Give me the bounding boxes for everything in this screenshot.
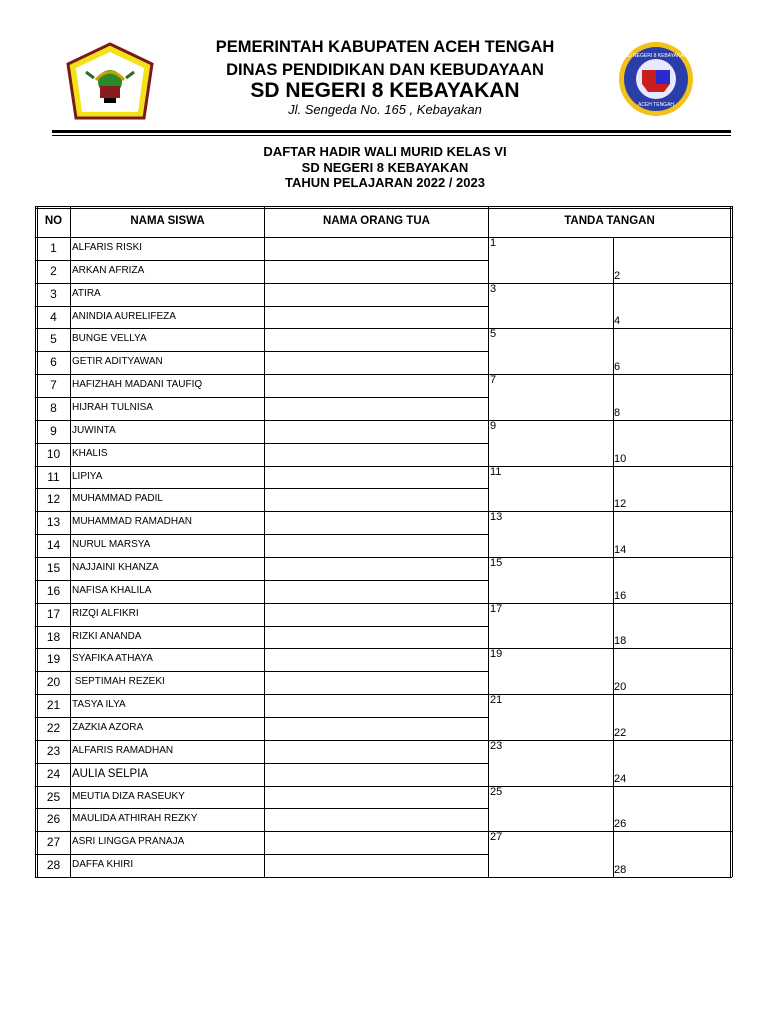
student-name: AULIA SELPIA [72, 767, 149, 780]
signature-pair-divider [488, 283, 732, 284]
signature-pair-divider [488, 786, 732, 787]
signature-number: 15 [490, 557, 503, 569]
row-number: 2 [50, 263, 57, 278]
student-name: GETIR ADITYAWAN [72, 356, 163, 368]
row-number: 20 [46, 675, 61, 690]
signature-number: 20 [614, 681, 627, 694]
signature-number: 13 [490, 511, 503, 524]
badge-text-top: SD NEGERI 8 KEBAYAKAN [624, 53, 688, 59]
signature-number: 26 [614, 818, 627, 831]
row-divider [35, 763, 488, 764]
signature-pair-divider [488, 328, 732, 329]
signature-number: 3 [490, 282, 497, 295]
signature-number: 28 [614, 864, 627, 876]
student-name: ALFARIS RISKI [72, 242, 143, 253]
student-name: TASYA ILYA [72, 699, 126, 711]
row-number: 21 [46, 698, 61, 713]
row-number: 14 [46, 538, 61, 553]
signature-pair-divider [488, 603, 732, 604]
student-name: KHALIS [72, 447, 108, 459]
header-department: DINAS PENDIDIKAN DAN KEBUDAYAAN [226, 61, 544, 79]
row-number: 16 [46, 583, 61, 598]
student-name: HIJRAH TULNISA [72, 402, 153, 413]
signature-number: 9 [490, 419, 497, 432]
row-divider [35, 580, 488, 581]
col-header-no: NO [44, 215, 63, 227]
header-divider-thick [52, 130, 731, 133]
student-name: RIZQI ALFIKRI [72, 607, 139, 619]
row-divider [35, 351, 488, 352]
signature-number: 8 [614, 406, 621, 419]
signature-number: 2 [614, 269, 621, 282]
col-divider-parent [488, 206, 489, 877]
student-name: JUWINTA [72, 424, 116, 436]
signature-pair-divider [488, 374, 732, 375]
row-divider [35, 854, 488, 855]
signature-number: 27 [490, 831, 503, 844]
row-divider [35, 557, 488, 558]
row-number: 28 [46, 858, 61, 873]
row-divider [35, 283, 488, 284]
student-name: NAFISA KHALILA [72, 584, 152, 596]
signature-pair-divider [488, 877, 732, 878]
col-header-parent-name: NAMA ORANG TUA [323, 215, 430, 227]
row-number: 6 [50, 355, 57, 370]
signature-number: 18 [614, 635, 627, 648]
doc-subtitle-school: SD NEGERI 8 KEBAYAKAN [301, 160, 469, 175]
student-name: LIPIYA [72, 470, 103, 482]
signature-number: 16 [614, 589, 627, 602]
row-divider [35, 603, 488, 604]
student-name: MUHAMMAD PADIL [72, 493, 163, 505]
student-name: ARKAN AFRIZA [72, 264, 145, 276]
student-name: SEPTIMAH REZEKI [72, 676, 165, 688]
signature-number: 6 [614, 361, 621, 374]
col-header-student-name: NAMA SISWA [130, 215, 205, 227]
row-number: 1 [50, 241, 57, 255]
row-divider [35, 534, 488, 535]
doc-title: DAFTAR HADIR WALI MURID KELAS VI [263, 144, 507, 159]
signature-pair-divider [488, 694, 732, 695]
row-number: 12 [46, 492, 61, 507]
signature-pair-divider [488, 557, 732, 558]
student-name: NURUL MARSYA [72, 539, 151, 551]
header-address: Jl. Sengeda No. 165 , Kebayakan [288, 102, 482, 117]
signature-number: 12 [614, 498, 627, 511]
signature-number: 19 [490, 648, 503, 661]
row-divider [35, 306, 488, 307]
student-name: RIZKI ANANDA [72, 630, 142, 642]
row-divider [35, 443, 488, 444]
signature-pair-divider [488, 831, 732, 832]
row-divider [35, 877, 488, 878]
signature-pair-divider [488, 420, 732, 421]
row-number: 13 [46, 515, 61, 530]
signature-pair-divider [488, 740, 732, 741]
row-divider [35, 808, 488, 809]
signature-number: 7 [490, 374, 497, 387]
student-name: ANINDIA AURELIFEZA [72, 310, 176, 322]
signature-pair-divider [488, 511, 732, 512]
doc-subtitle-year: TAHUN PELAJARAN 2022 / 2023 [285, 175, 485, 190]
row-number: 11 [47, 469, 60, 484]
row-divider [35, 626, 488, 627]
row-divider [35, 717, 488, 718]
signature-pair-divider [488, 466, 732, 467]
row-number: 17 [46, 606, 61, 621]
signature-number: 21 [490, 694, 503, 707]
row-number: 10 [46, 446, 61, 461]
row-number: 3 [50, 286, 57, 301]
row-number: 24 [46, 766, 61, 781]
student-name: ALFARIS RAMADHAN [72, 744, 174, 756]
school-badge-logo [616, 40, 696, 118]
signature-number: 11 [490, 465, 502, 478]
row-divider [35, 511, 488, 512]
signature-number: 1 [490, 237, 497, 249]
signature-number: 22 [614, 726, 627, 739]
row-number: 19 [46, 652, 61, 667]
header-school-name: SD NEGERI 8 KEBAYAKAN [250, 79, 520, 102]
student-name: SYAFIKA ATHAYA [72, 653, 153, 665]
row-divider [35, 671, 488, 672]
row-divider [35, 694, 488, 695]
student-name: DAFFA KHIRI [72, 859, 134, 871]
row-number: 27 [46, 835, 61, 850]
row-number: 25 [46, 789, 61, 804]
row-number: 26 [46, 812, 61, 827]
signature-number: 14 [614, 544, 627, 556]
row-divider [35, 328, 488, 329]
student-name: MEUTIA DIZA RASEUKY [72, 790, 185, 802]
row-divider [35, 374, 488, 375]
row-number: 4 [50, 309, 57, 324]
row-number: 15 [46, 561, 61, 575]
row-divider [35, 740, 488, 741]
signature-number: 24 [614, 772, 627, 785]
signature-number: 10 [614, 452, 627, 465]
row-number: 5 [50, 332, 57, 347]
student-name: NAJJAINI KHANZA [72, 562, 159, 573]
signature-number: 23 [490, 739, 503, 752]
student-name: MAULIDA ATHIRAH REZKY [72, 813, 198, 825]
row-divider [35, 786, 488, 787]
table-border-right [732, 206, 733, 877]
row-divider [35, 420, 488, 421]
signature-pair-divider [488, 648, 732, 649]
student-name: BUNGE VELLYA [72, 333, 147, 345]
table-border-right-inner [730, 206, 731, 877]
student-name: ATIRA [72, 287, 101, 299]
row-divider [35, 488, 488, 489]
regency-emblem-logo [66, 42, 154, 120]
row-divider [35, 466, 488, 467]
row-divider [35, 648, 488, 649]
row-number: 18 [46, 629, 61, 644]
student-name: HAFIZHAH MADANI TAUFIQ [72, 379, 203, 391]
table-header-bottom [35, 237, 732, 238]
header-government: PEMERINTAH KABUPATEN ACEH TENGAH [215, 38, 555, 56]
row-number: 8 [50, 401, 57, 415]
badge-text-bottom: ACEH TENGAH [637, 102, 675, 108]
row-number: 9 [50, 423, 57, 438]
row-number: 7 [50, 378, 57, 393]
student-name: MUHAMMAD RAMADHAN [72, 516, 192, 528]
signature-number: 4 [614, 315, 621, 328]
row-number: 22 [46, 721, 61, 735]
signature-number: 25 [490, 785, 503, 798]
col-header-signature: TANDA TANGAN [564, 215, 655, 227]
row-divider [35, 260, 488, 261]
signature-number: 5 [490, 328, 497, 341]
signature-number: 17 [490, 602, 503, 615]
row-divider [35, 397, 488, 398]
row-number: 23 [46, 743, 61, 758]
student-name: ASRI LINGGA PRANAJA [72, 836, 185, 848]
student-name: ZAZKIA AZORA [72, 722, 144, 733]
header-divider-thin [52, 135, 731, 136]
row-divider [35, 831, 488, 832]
